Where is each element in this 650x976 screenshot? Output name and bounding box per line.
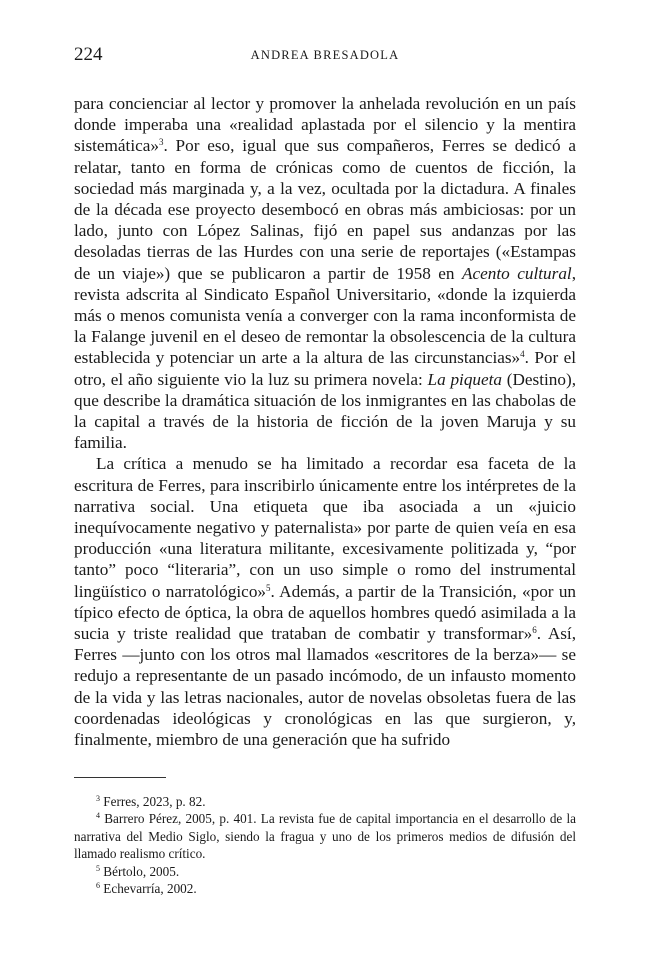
footnote-separator [74,777,166,778]
footnote [74,810,576,862]
footnote-ref: 4 [520,349,525,360]
footnote [74,793,576,810]
page-header [74,40,576,70]
footnotes [74,793,576,897]
footnote-text: Bértolo, 2005. [103,863,180,879]
footnote-number: 4 [96,811,100,821]
footnote-number: 6 [96,881,100,891]
footnote-number: 3 [96,794,100,803]
running-head: ANDREA BRESADOLA [250,48,400,62]
footnote-ref: 5 [266,582,271,593]
text-span: para concienciar al lector y promover la anhelada revolución en un país donde imperaba una «realidad aplastada por el silencio y la mentira sistemática» [74,94,576,156]
footnote-text: Ferres, 2023, p. 82. [103,794,206,809]
footnote [74,863,576,880]
text-span: . Por eso, igual que sus compañeros, Ferres se dedicó a relatar, tanto en forma de crónicas como de cuentos de ficción, la sociedad más marginada y, a la vez, ocultada por la dictadura. A finales de la década ese proyecto desembocó en obras más ambiciosas: por un lado, junto con López Salinas, fijó en papel sus andanzas por las desoladas tierras de las Hurdes con una serie de reportajes («Estampas de un viaje») que se publicaron a partir de 1958 en [74,136,576,283]
paragraph-2 [74,453,576,750]
text-span: (Destino), que describe la dramática situación de los inmigrantes en las chabolas de la capital a través de la historia de ficción de la joven Maruja y su familia. [74,369,576,453]
footnote-ref: 6 [532,625,537,636]
text-span: La crítica a menudo se ha limitado a recordar esa faceta de la escritura de Ferres, para inscribirlo únicamente entre los intérpretes de la narrativa social. Una etiqueta que iba asociada a un «juicio inequívocamente negativo y paternalista» por parte de quien veía en esa producción «una literatura militante, excesivamente politizada y, “por tanto” poco “literaria”, con un uso simple o romo del instrumental lingüístico o narratológico» [74,454,576,601]
footnote [74,880,576,897]
italic-title: Acento cultural [462,263,572,283]
italic-title: La piqueta [427,369,503,389]
text-span: . Así, Ferres —junto con los otros mal llamados «escritores de la berza»— se redujo a representante de un pasado incómodo, de un infausto momento de la vida y las letras nacionales, autor de novelas obsoletas fuera de las coordenadas ideológicas y cronológicas en las que surgieron, y, finalmente, miembro de una generación que ha sufrido [74,624,576,750]
page-number: 224 [74,44,103,65]
text-span: , revista adscrita al Sindicato Español Universitario, «donde la izquierda más o menos comunista venía a converger con la rama inconformista de la Falange juvenil en el deseo de remontar la obsolescencia de la cultura establecida y potenciar un arte a la altura de las circunstancias» [74,263,576,368]
body-text [74,93,576,750]
footnote-number: 5 [96,863,100,873]
footnote-ref: 3 [158,137,164,148]
footnote-text: Echevarría, 2002. [103,881,197,897]
footnote-text: Barrero Pérez, 2005, p. 401. La revista fue de capital importancia en el desarrollo de la narrativa del Medio Siglo, siendo la fragua y uno de los primeros medios de difusión del llamado realismo crítico. [74,811,576,862]
paragraph-1 [74,93,576,453]
text-span: . Además, a partir de la Transición, «por un típico efecto de óptica, la obra de aquellos hombres quedó asimilada a la sucia y triste realidad que trataban de combatir y transformar» [74,581,577,644]
text-span: . Por el otro, el año siguiente vio la luz su primera novela: [74,348,576,389]
